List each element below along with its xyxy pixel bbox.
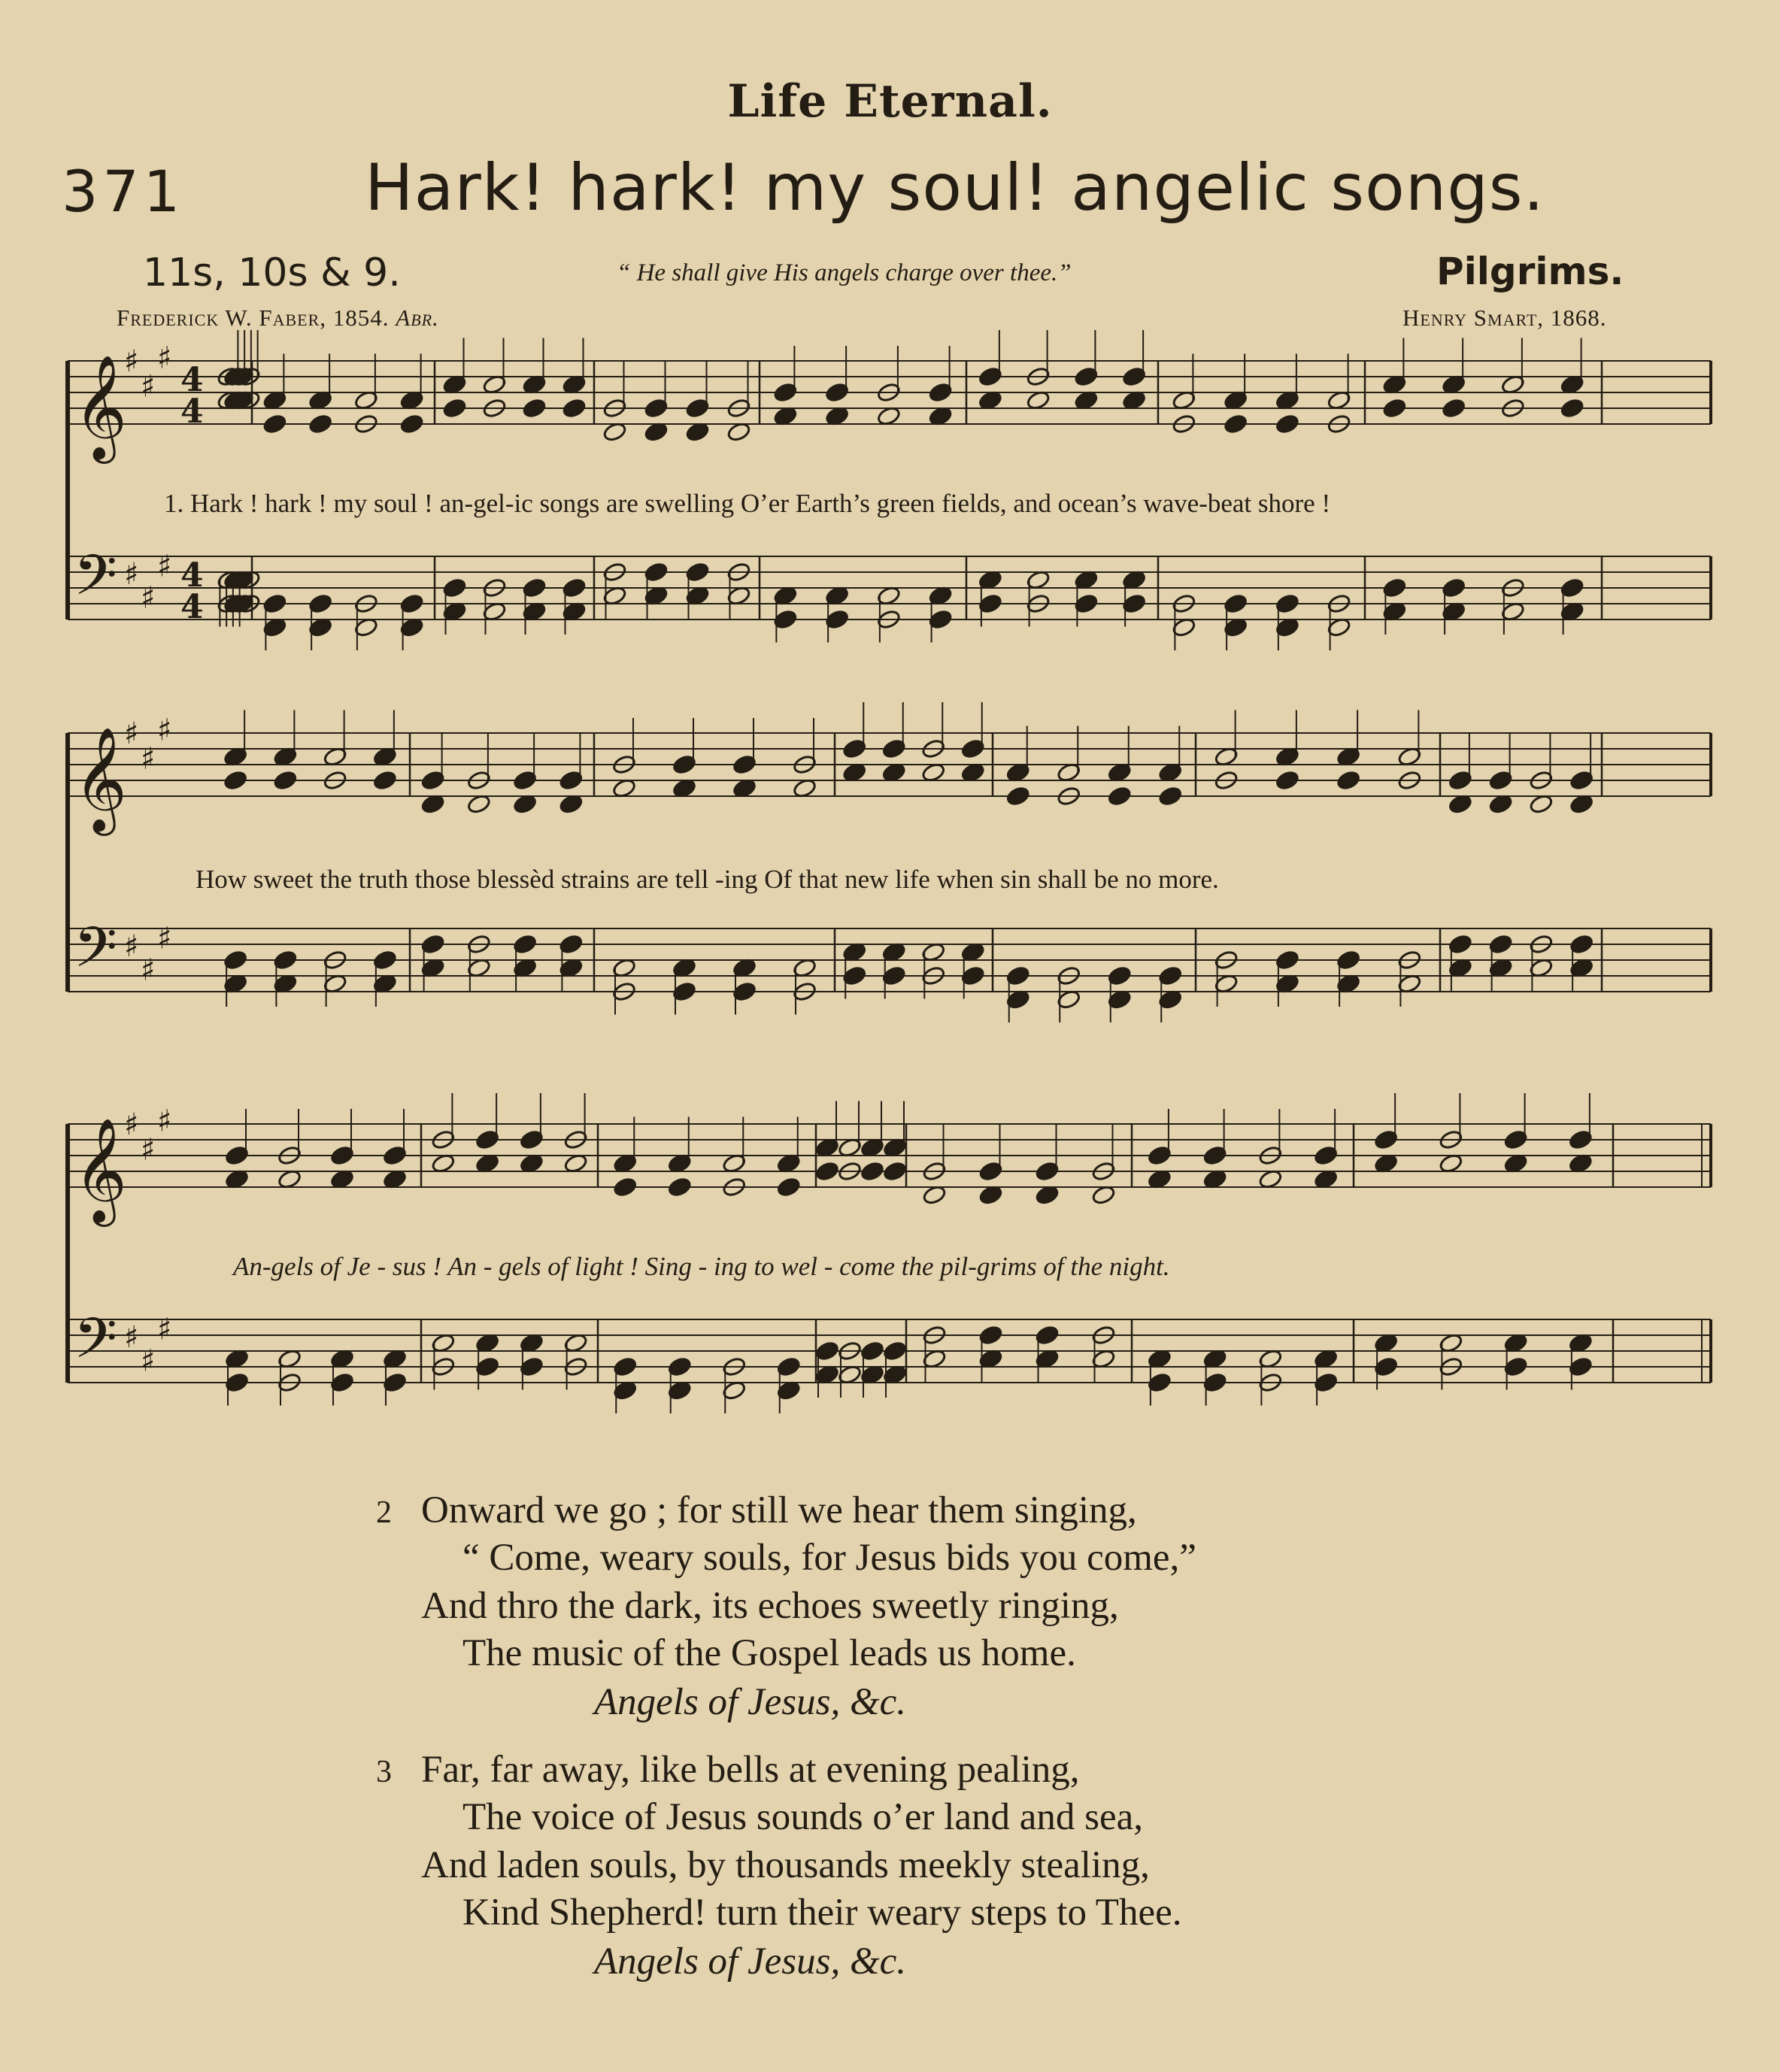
verse-line: “ Come, weary souls, for Jesus bids you come,” <box>462 1537 1196 1579</box>
notehead-icon <box>1158 786 1183 807</box>
sharp-icon: ♯ <box>157 549 172 584</box>
bass-clef-icon: 𝄢 <box>74 915 117 994</box>
sharp-icon: ♯ <box>157 341 172 376</box>
notehead-icon <box>776 1177 801 1198</box>
tune-name: Pilgrims. <box>1436 250 1624 293</box>
notehead-icon <box>613 1177 638 1198</box>
verse-line: Onward we go ; for still we hear them singing, <box>421 1489 1137 1531</box>
sharp-icon: ♯ <box>157 1312 172 1347</box>
notehead-icon <box>883 1161 908 1182</box>
verse-line: Kind Shepherd! turn their weary steps to Thee. <box>462 1892 1182 1934</box>
notehead-icon <box>1382 398 1407 419</box>
sharp-icon: ♯ <box>124 557 139 592</box>
notehead-icon <box>522 398 547 419</box>
treble-clef-icon: 𝄞 <box>74 727 127 832</box>
verse-line: And thro the dark, its echoes sweetly ringing, <box>421 1585 1119 1627</box>
sharp-icon: ♯ <box>157 1104 172 1139</box>
epigraph: “ He shall give His angels charge over thee.” <box>617 259 1072 286</box>
notehead-icon <box>308 413 333 435</box>
author-name: Frederick W. Faber, 1854. <box>117 304 390 331</box>
verse-line: Far, far away, like bells at evening pealing, <box>421 1749 1080 1791</box>
sharp-icon: ♯ <box>157 921 172 956</box>
sharp-icon: ♯ <box>124 344 139 379</box>
treble-clef-icon: 𝄞 <box>74 1118 127 1222</box>
time-signature-icon: 4 <box>180 392 204 431</box>
notehead-icon <box>667 1177 692 1198</box>
sharp-icon: ♯ <box>141 369 156 404</box>
composer-credit: Henry Smart, 1868. <box>1402 304 1607 331</box>
sharp-icon: ♯ <box>141 1132 156 1168</box>
sharp-icon: ♯ <box>124 1320 139 1355</box>
notehead-icon <box>1107 786 1132 807</box>
bass-clef-icon: 𝄢 <box>74 1306 117 1385</box>
notehead-icon <box>562 398 587 419</box>
sharp-icon: ♯ <box>124 1107 139 1142</box>
notehead-icon <box>1275 413 1299 435</box>
lyric-line-3: An-gels of Je - sus ! An - gels of light ! Sing - ing to wel - come the pil-grims of the night. <box>233 1252 1170 1281</box>
notehead-icon <box>815 1161 840 1182</box>
notehead-icon <box>860 1161 885 1182</box>
sharp-icon: ♯ <box>157 713 172 748</box>
sharp-icon: ♯ <box>141 580 156 616</box>
sharp-icon: ♯ <box>141 1343 156 1379</box>
notehead-icon <box>1442 398 1466 419</box>
sharp-icon: ♯ <box>124 929 139 964</box>
notehead-icon <box>1275 770 1299 791</box>
meter: 11s, 10s & 9. <box>143 250 401 295</box>
time-signature-icon: 4 <box>180 588 204 626</box>
notehead-icon <box>1336 770 1361 791</box>
lyric-line-1: 1. Hark ! hark ! my soul ! an-gel-ic songs are swelling O’er Earth’s green fields, and ocean’s wave-beat shore ! <box>164 489 1331 518</box>
time-signature-icon: 4 <box>180 556 204 595</box>
hymn-title: Hark! hark! my soul! angelic songs. <box>365 150 1545 226</box>
bass-clef-icon: 𝄢 <box>74 543 117 622</box>
notehead-icon <box>442 398 467 419</box>
verse-line: And laden souls, by thousands meekly stealing, <box>421 1844 1150 1886</box>
time-signature-icon: 4 <box>180 361 204 399</box>
hymn-number: 371 <box>62 158 185 225</box>
treble-clef-icon: 𝄞 <box>74 355 127 459</box>
notehead-icon <box>273 770 298 791</box>
sharp-icon: ♯ <box>141 953 156 988</box>
notehead-icon <box>223 770 248 791</box>
verse-line: The voice of Jesus sounds o’er land and sea, <box>462 1796 1144 1838</box>
notehead-icon <box>262 413 287 435</box>
notehead-icon <box>1560 398 1584 419</box>
sharp-icon: ♯ <box>141 741 156 777</box>
sharp-icon: ♯ <box>124 716 139 751</box>
verse-refrain: Angels of Jesus, &c. <box>594 1940 906 1983</box>
lyric-line-2: How sweet the truth those blessèd strains are tell -ing Of that new life when sin shall be no more. <box>196 865 1219 894</box>
verse-refrain: Angels of Jesus, &c. <box>594 1681 906 1723</box>
notehead-icon <box>1005 786 1030 807</box>
verse-number: 2 <box>376 1495 392 1530</box>
section-title: Life Eternal. <box>727 75 1053 128</box>
notehead-icon <box>372 770 397 791</box>
verse-line: The music of the Gospel leads us home. <box>462 1632 1076 1674</box>
notehead-icon <box>399 413 424 435</box>
notehead-icon <box>1224 413 1248 435</box>
author-note: Abr. <box>396 304 439 331</box>
verse-number: 3 <box>376 1755 392 1789</box>
author-credit <box>117 304 439 332</box>
